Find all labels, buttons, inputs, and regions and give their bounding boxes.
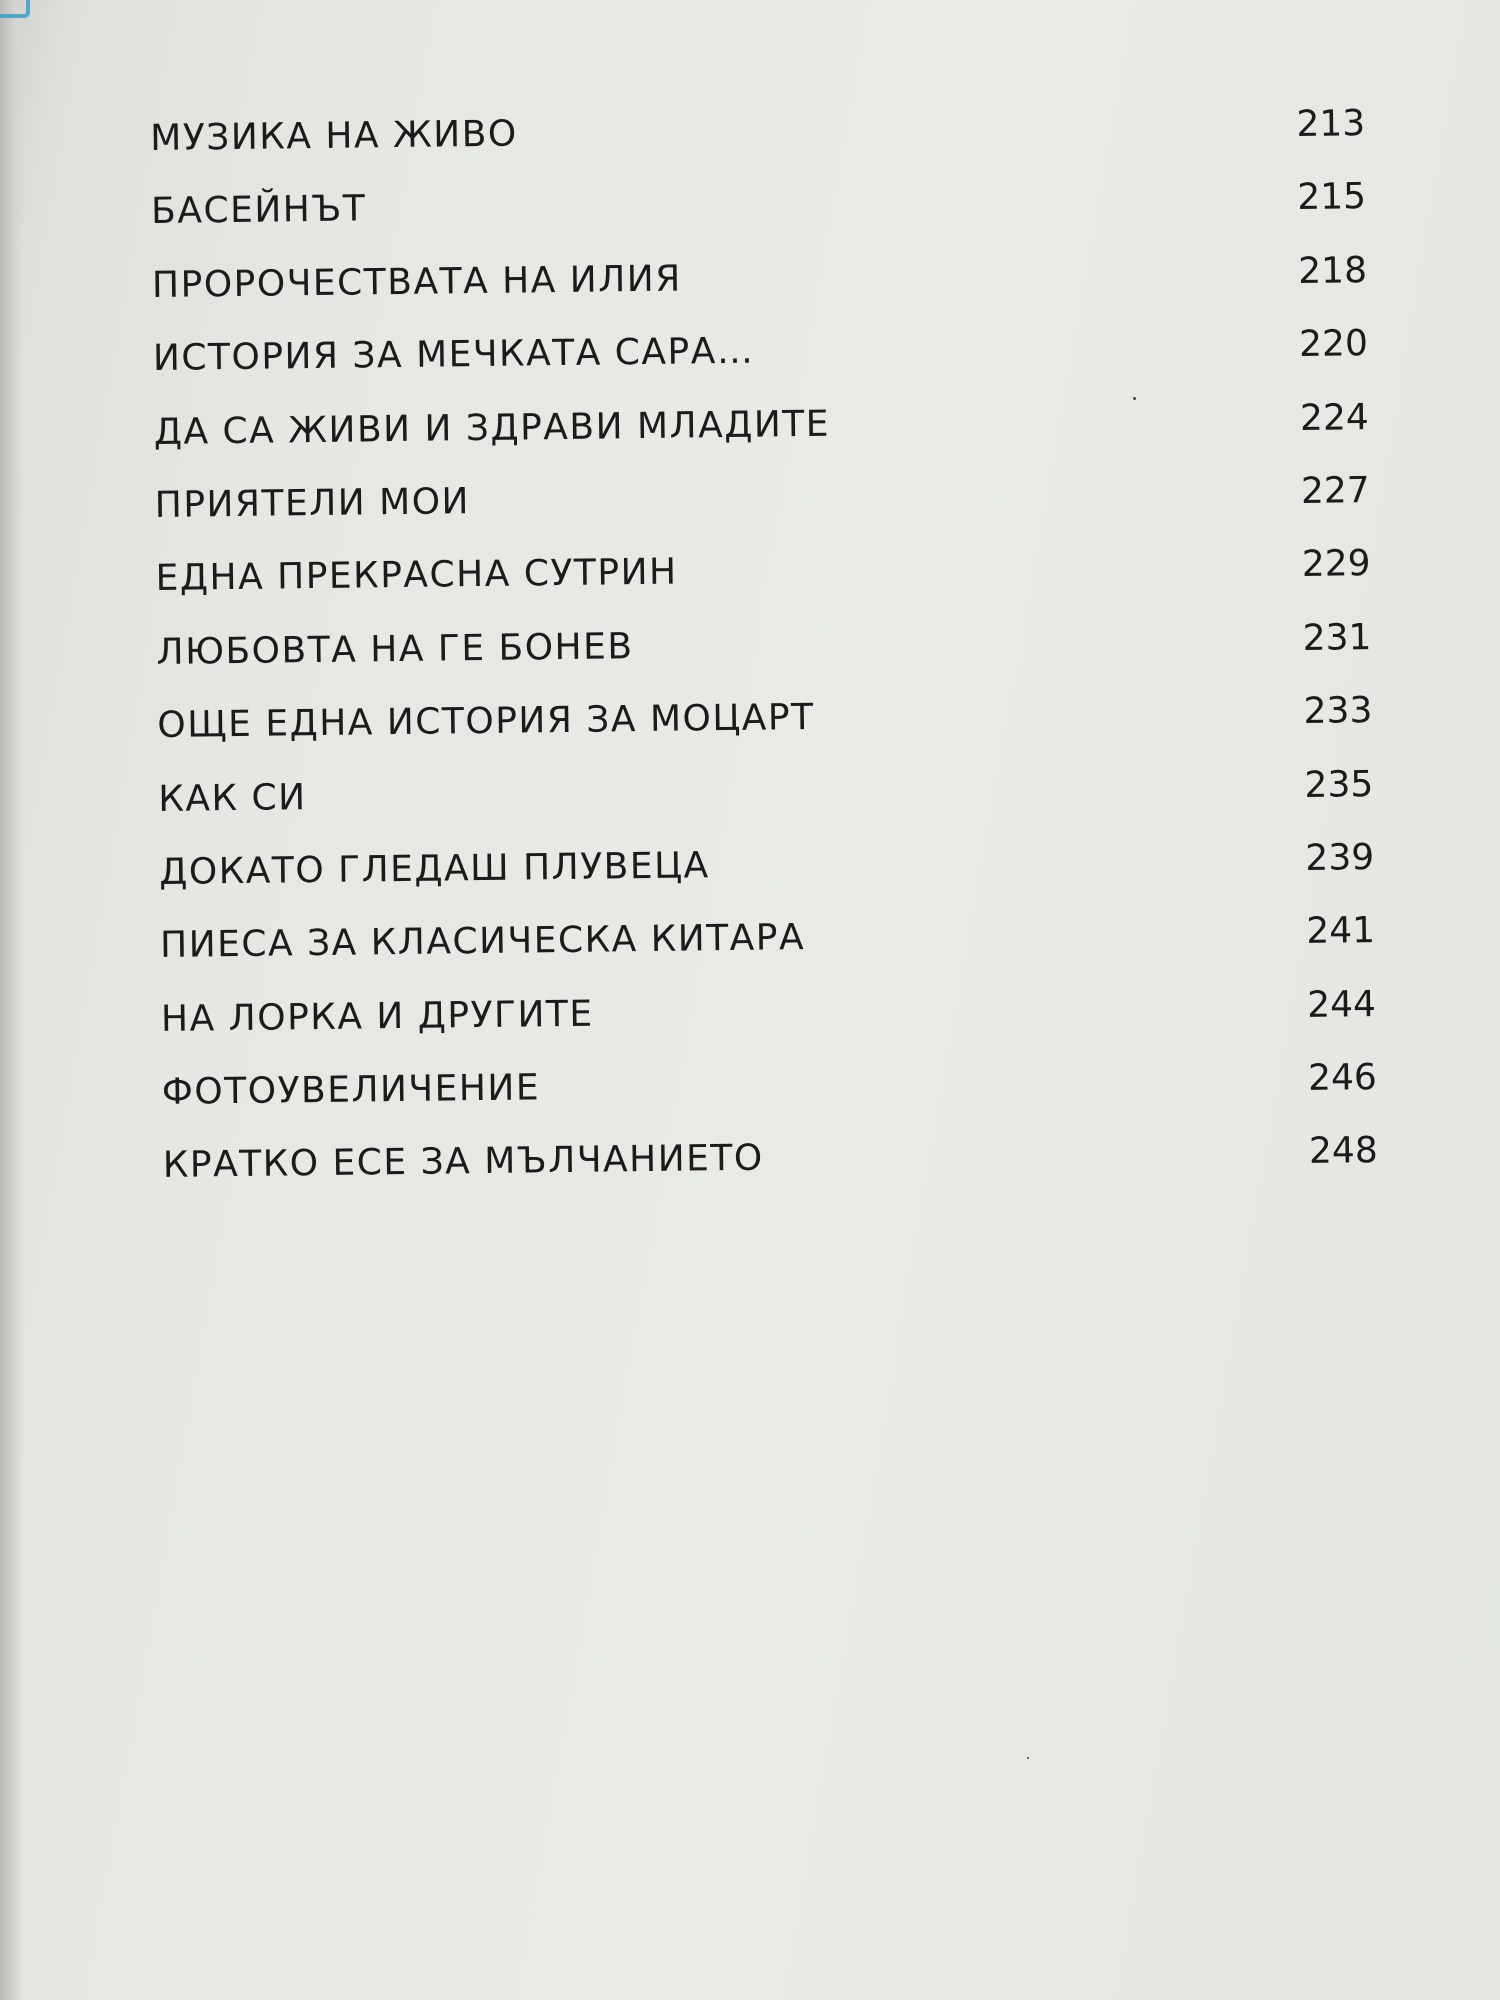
toc-entry-title: КАК СИ <box>158 776 307 820</box>
spine-shadow <box>0 0 24 2000</box>
toc-entry-title: ЛЮБОВТА НА ГЕ БОНЕВ <box>156 625 634 673</box>
paper-speck <box>1133 397 1136 400</box>
toc-entry-title: БАСЕЙНЪТ <box>150 188 367 233</box>
toc-entry-page: 246 <box>1307 1057 1378 1099</box>
toc-entry-title: ДОКАТО ГЛЕДАШ ПЛУВЕЦА <box>158 845 710 893</box>
toc-entry-title: ФОТОУВЕЛИЧЕНИЕ <box>161 1067 541 1114</box>
table-of-contents <box>150 103 1378 1219</box>
toc-entry-page: 233 <box>1303 690 1373 733</box>
toc-entry-title: ЕДНА ПРЕКРАСНА СУТРИН <box>155 551 678 600</box>
toc-entry-title: ПРОРОЧЕСТВАТА НА ИЛИЯ <box>151 258 682 306</box>
toc-entry-page: 227 <box>1300 470 1370 512</box>
toc-entry-title: ПИЕСА ЗА КЛАСИЧЕСКА КИТАРА <box>159 917 806 967</box>
toc-entry-page: 248 <box>1308 1130 1378 1173</box>
corner-ink-mark <box>0 0 30 18</box>
toc-entry-title: ИСТОРИЯ ЗА МЕЧКАТА САРА… <box>152 330 755 380</box>
toc-entry-page: 241 <box>1306 910 1376 953</box>
toc-entry-page: 229 <box>1301 543 1371 586</box>
toc-entry-page: 213 <box>1296 103 1366 145</box>
toc-entry <box>163 1131 1379 1219</box>
toc-entry-page: 224 <box>1299 396 1369 439</box>
toc-entry-page: 215 <box>1297 176 1367 219</box>
paper-speck <box>1027 1757 1029 1759</box>
toc-entry-title: МУЗИКА НА ЖИВО <box>150 113 519 159</box>
toc-entry-page: 231 <box>1302 616 1372 659</box>
toc-entry-page: 235 <box>1304 763 1374 806</box>
toc-entry-title: ПРИЯТЕЛИ МОИ <box>154 481 471 526</box>
toc-entry-page: 244 <box>1306 983 1377 1026</box>
toc-entry-title: ДА СА ЖИВИ И ЗДРАВИ МЛАДИТЕ <box>153 403 831 453</box>
toc-entry-page: 218 <box>1297 249 1368 292</box>
toc-entry-title: КРАТКО ЕСЕ ЗА МЪЛЧАНИЕТО <box>162 1138 764 1187</box>
toc-entry-page: 220 <box>1298 323 1369 366</box>
toc-entry-title: НА ЛОРКА И ДРУГИТЕ <box>160 993 594 1040</box>
toc-entry-title: ОЩЕ ЕДНА ИСТОРИЯ ЗА МОЦАРТ <box>157 697 815 747</box>
toc-entry-page: 239 <box>1305 837 1375 879</box>
